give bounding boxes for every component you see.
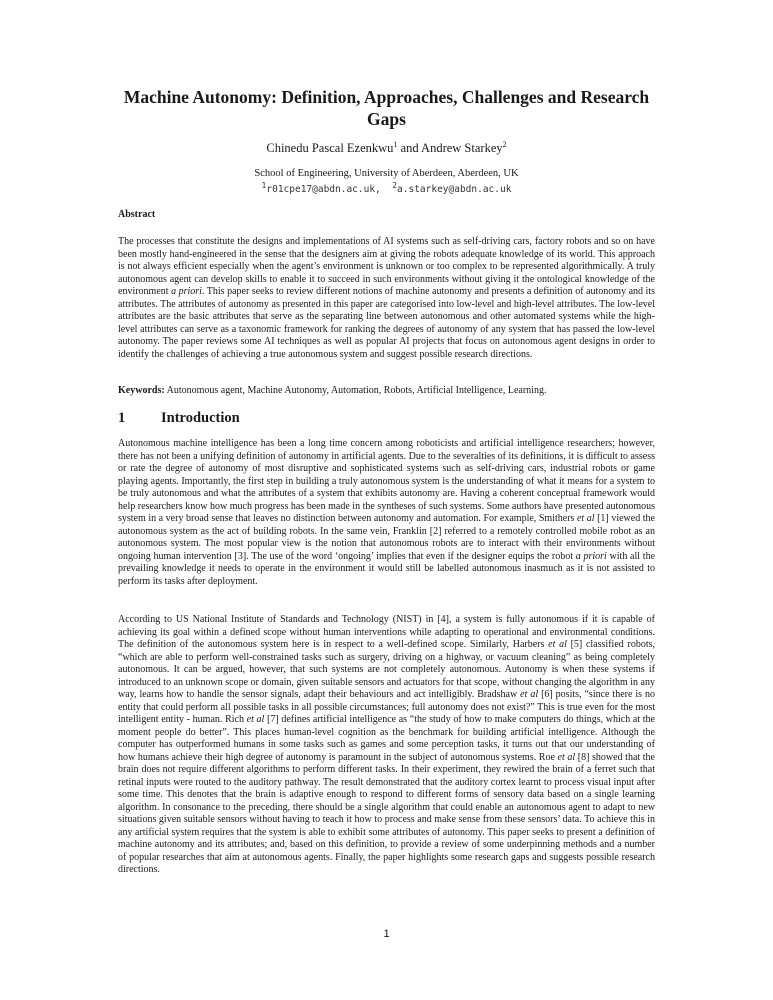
text-run: According to US National Institute of Standards and Technology (NIST) in [4], a system is fully autonomous if it is capable of achieving its goal within a defined scope without human interventions while adapting to operational and environmental conditions. The definition of the autonomous system here is in respect to a well-defined scope. Similarly, Harbers <box>118 614 655 650</box>
abstract-heading: Abstract <box>118 209 156 220</box>
emphasis: et al <box>576 513 595 524</box>
text-run: Autonomous machine intelligence has been a long time concern among roboticists and artificial intelligence researchers; however, there has not been a unifying definition of autonomy in artificial agents. Due to the severalties of its definitions, it is difficult to assess or rate the degree of autonomy of most disruptive and sophisticated systems such as self-driving cars, industrial robots or game playing agents. Importantly, the first step in building a truly autonomous system is the understanding of what it means for a system to be truly autonomous and what the attributes of a system that exhibits autonomy are. Having a coherent conceptual framework would help researchers know how much progress has been made in the syntheses of such systems. Some authors have presented autonomous system in a very broad sense that leaves no distinction between autonomy and automation. For example, Smithers <box>118 438 655 524</box>
author-name: Chinedu Pascal Ezenkwu <box>266 141 394 156</box>
keywords-label: Keywords: <box>118 385 165 396</box>
text-run: [5] classified robots, “which are able to perform well-constrained tasks such as surgery, driving on a highway, or vacuum cleaning” as being completely autonomous. It can be argued, however, that such systems are not completely autonomous. Autonomy is when these systems if introduced to an unknown scope or domain, given suitable sensors and actuators for that scope, without changing the algorithm in any way, learns how to handle the sensor signals, adapt their behaviours and act intelligibly. Bradshaw <box>118 639 655 700</box>
author-list <box>118 140 655 156</box>
keywords <box>118 385 655 398</box>
affiliation-mark: 1 <box>261 181 267 190</box>
text-run: [7] defines artificial intelligence as “the study of how to make computers do things, which at the moment people do better”. This places human-level cognition as the benchmark for building artificial intelligence. Although the computer has outperformed humans in some tasks such as games and some perception tasks, it turns out that our understanding of how humans achieve their high degree of autonomy is paramount in the subject of autonomous systems. Roe <box>118 714 655 763</box>
body-paragraph <box>118 614 655 877</box>
emphasis: et al <box>520 689 539 700</box>
affiliation-mark: 1 <box>393 140 398 149</box>
emphasis: et al <box>246 714 265 725</box>
author-emails <box>118 181 655 195</box>
abstract-body <box>118 236 655 361</box>
section-heading <box>118 410 240 427</box>
email-link[interactable]: a.starkey@abdn.ac.uk <box>397 184 512 196</box>
section-number: 1 <box>118 410 126 426</box>
keywords-text: Autonomous agent, Machine Autonomy, Automation, Robots, Artificial Intelligence, Learning. <box>164 385 547 396</box>
section-title: Introduction <box>161 410 240 426</box>
text-run: [6] posits, “since there is no entity that could perform all possible tasks in all possible circumstances; full autonomy does not exist?” This is true even for the most intelligent entity - human. Rich <box>118 689 655 725</box>
body-paragraph <box>118 438 655 588</box>
author-name: Andrew Starkey <box>421 141 503 156</box>
emphasis: et al <box>548 639 567 650</box>
text-run: [1] viewed the autonomous system as the act of building robots. In the same vein, Franklin [2] referred to a remotely controlled mobile robot as an autonomous system. The most popular view is the notion that autonomous robots are to interact with their environments without ongoing human intervention [3]. The use of the word ‘ongoing’ implies that even if the designer equips the robot <box>118 513 655 562</box>
text-run: The processes that constitute the designs and implementations of AI systems such as self-driving cars, factory robots and so on have been mostly hand-engineered in the sense that the designers aim at giving the robots adequate knowledge of its world. This approach is not always efficient especially when the agent’s environment is unknown or too complex to be represented algorithmically. A truly autonomous agent can develop skills to enable it to succeed in such environments without giving it the ontological knowledge of the environment <box>118 236 655 297</box>
emphasis: a priori <box>171 286 202 297</box>
paper-title: Machine Autonomy: Definition, Approaches, Challenges and Research Gaps <box>123 87 650 129</box>
text-run: . This paper seeks to review different notions of machine autonomy and presents a definition of autonomy and its attributes. The attributes of autonomy as presented in this paper are categorised into low-level and high-level attributes. The low-level attributes are the basic attributes that serve as the separating line between autonomous and other automated systems while the high-level attributes can serve as a taxonomic framework for ranking the degrees of autonomy of any system that has passed the low-level autonomy. The paper reviews some AI techniques as well as popular AI projects that focus on autonomous agent designs in order to identify the challenges of achieving a true autonomous system and suggest possible research directions. <box>118 286 656 360</box>
emphasis: a priori <box>575 550 607 562</box>
text-run: with all the prevailing knowledge it needs to operate in the environment it would still be labelled autonomous inasmuch as it is not assisted to perform its tasks after deployment. <box>118 550 656 587</box>
author-joiner: and <box>397 141 422 156</box>
text-run: [8] showed that the brain does not require different algorithms to perform different tasks. In their experiment, they rewired the brain of a ferret such that retinal inputs were routed to the auditory pathway. The result demonstrated that the auditory cortex learnt to process visual input after some time. This denotes that the brain is adaptive enough to respond to different forms of sensory data based on a single learning algorithm. In consonance to the preceding, there should be a single algorithm that could enable an autonomous agent to adapt to new situations given suitable sensors without having to teach it how to process and make sense from these sensors’ data. To achieve this in any artificial system requires that the system is able to exhibit some attributes of autonomy. This paper seeks to present a definition of machine autonomy and its attributes; and, based on this definition, to provide a review of some underpinning methods and a number of popular researches that aim at autonomous agents. Finally, the paper highlights some research gaps and suggests possible research directions. <box>118 751 655 875</box>
affiliation-mark: 2 <box>502 140 507 149</box>
affiliation: School of Engineering, University of Aberdeen, Aberdeen, UK <box>254 168 519 179</box>
page-number: 1 <box>383 928 390 940</box>
affiliation-mark: 2 <box>392 181 398 190</box>
emphasis: et al <box>557 751 576 763</box>
email-link[interactable]: r01cpe17@abdn.ac.uk, <box>266 184 381 196</box>
